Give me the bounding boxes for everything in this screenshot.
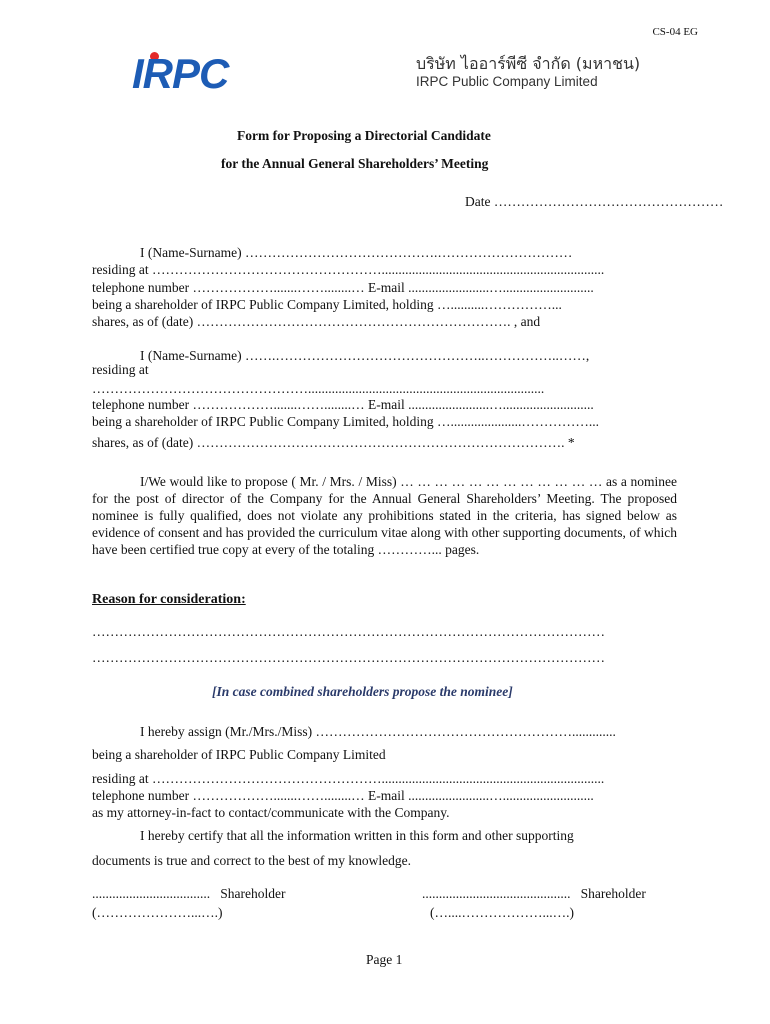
reason-heading: Reason for consideration: <box>92 592 246 607</box>
document-code: CS-04 EG <box>652 26 698 38</box>
page-number: Page 1 <box>366 952 403 967</box>
shareholder2-shares-date-field[interactable]: shares, as of (date) ………………………………………………………………………. * <box>92 435 575 450</box>
proposal-paragraph: I/We would like to propose ( Mr. / Mrs. / Miss) … … … … … … … … … … … … as a nominee for the post of director of the Company for the Annual General Shareholders’ Meeting. The proposed nominee is fully qualified, does not violate any prohibitions stated in the criteria, has signed below as evidence of consent and has provided the curriculum vitae along with other supporting documents, of which have been certified true copy at every of the totaling …………... pages. <box>92 474 677 557</box>
reason-line2-field[interactable]: …………………………………………………………………………………………………… <box>92 650 605 665</box>
form-title-line2: for the Annual General Shareholders’ Meeting <box>221 156 489 171</box>
assign-attorney-text: as my attorney-in-fact to contact/communicate with the Company. <box>92 805 450 820</box>
signature-name-field[interactable]: (…....………………...….) <box>430 905 574 920</box>
logo-text: IRPC <box>132 50 229 97</box>
signature-line[interactable]: ................................... <box>92 886 211 901</box>
form-title-line1: Form for Proposing a Directorial Candidate <box>237 128 491 143</box>
shareholder2-holding-field[interactable]: being a shareholder of IRPC Public Company Limited, holding ….....................……………... <box>92 414 599 429</box>
combined-shareholders-heading: [In case combined shareholders propose the nominee] <box>212 684 513 699</box>
shareholder1-phone-email-field[interactable]: telephone number ……………….......……........… E-mail ........................…........................... <box>92 280 594 295</box>
shareholder1-shares-date-field[interactable]: shares, as of (date) ……………………………………………………………. , and <box>92 314 541 329</box>
shareholder1-name-field[interactable]: I (Name-Surname) …………………………………….………………………… <box>140 245 573 260</box>
shareholder1-holding-field[interactable]: being a shareholder of IRPC Public Company Limited, holding …..........……………... <box>92 297 562 312</box>
signature-role-label: Shareholder <box>580 886 646 901</box>
irpc-logo <box>130 48 260 98</box>
signature-line[interactable]: ............................................ <box>422 886 571 901</box>
signature-block-right <box>422 884 646 922</box>
shareholder2-phone-email-field[interactable]: telephone number ……………….......……........… E-mail ........................…........................... <box>92 397 594 412</box>
signature-name-field[interactable]: (…………………...….) <box>92 905 223 920</box>
certify-line1: I hereby certify that all the information written in this form and other supporting <box>140 828 574 843</box>
date-field[interactable]: Date …………………………………………… <box>465 194 724 209</box>
shareholder2-residing-label: residing at <box>92 362 149 377</box>
signature-role-label: Shareholder <box>220 886 286 901</box>
shareholder2-name-field[interactable]: I (Name-Surname) …….………………………………………..……………..……, <box>140 348 590 363</box>
shareholder2-residing-field[interactable]: …………………………………………...................................................................... <box>92 381 545 396</box>
certify-line2: documents is true and correct to the best of my knowledge. <box>92 853 412 868</box>
company-english-name: IRPC Public Company Limited <box>416 74 598 89</box>
assign-attorney-field[interactable]: I hereby assign (Mr./Mrs./Miss) …………………………………………………............. <box>140 724 616 739</box>
shareholder1-residing-field[interactable]: residing at …………………………………………….................................................................. <box>92 262 605 277</box>
assign-residing-field[interactable]: residing at …………………………………………….................................................................. <box>92 771 605 786</box>
company-thai-name: บริษัท ไออาร์พีซี จำกัด (มหาชน) <box>416 54 641 73</box>
assign-phone-email-field[interactable]: telephone number ……………….......……........… E-mail ........................…........................... <box>92 788 594 803</box>
reason-line1-field[interactable]: …………………………………………………………………………………………………… <box>92 624 605 639</box>
signature-block-left <box>92 884 285 922</box>
assign-shareholder-text: being a shareholder of IRPC Public Company Limited <box>92 747 386 762</box>
